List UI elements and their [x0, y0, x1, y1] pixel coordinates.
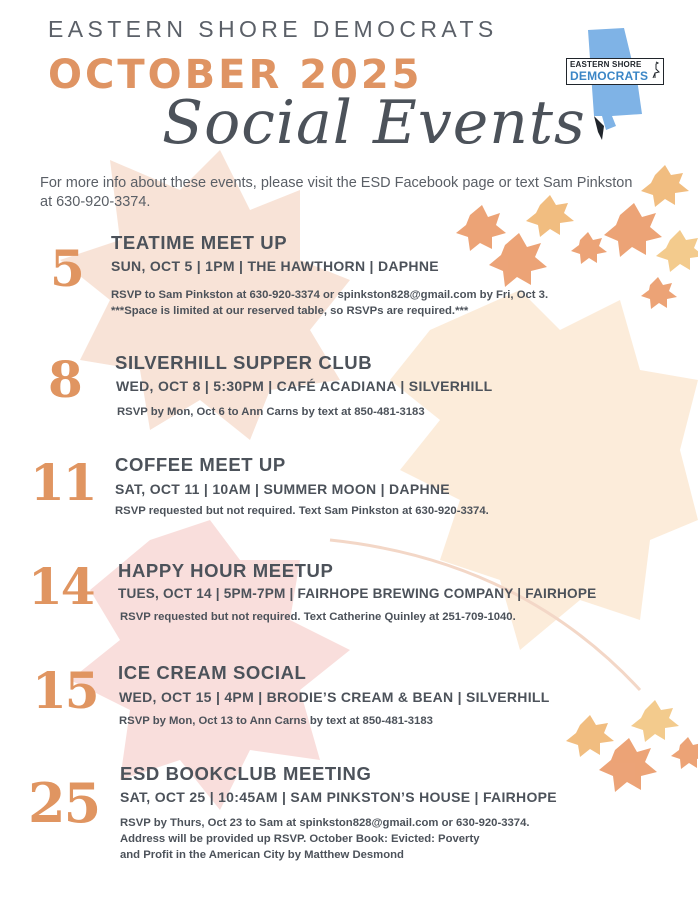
organization-name: EASTERN SHORE DEMOCRATS	[48, 16, 498, 42]
leaf-shape	[599, 738, 657, 792]
event-note-line: and Profit in the American City by Matthew Desmond	[120, 849, 404, 861]
logo-wordmark	[566, 58, 664, 85]
heron-icon	[650, 61, 660, 79]
page-title: Social Events	[162, 88, 586, 158]
month-heading: OCTOBER 2025	[48, 52, 423, 98]
leaf-shape	[641, 165, 689, 207]
leaf-shape	[671, 737, 698, 769]
leaf-shape	[656, 230, 698, 272]
event-day: 14	[28, 557, 94, 616]
event-note-line: RSVP by Mon, Oct 6 to Ann Carns by text at 850-481-3183	[117, 406, 425, 418]
event-title: ESD BOOKCLUB MEETING	[120, 763, 372, 784]
event-note-line: RSVP requested but not required. Text Catherine Quinley at 251-709-1040.	[120, 611, 516, 623]
event-note	[117, 404, 677, 420]
intro-text: For more info about these events, please visit the ESD Facebook page or text Sam Pinkston at 630-920-3374.	[40, 175, 633, 210]
event-day: 11	[30, 453, 96, 512]
event-day: 15	[32, 661, 98, 720]
event-note-line: Address will be provided up RSVP. October Book: Evicted: Poverty	[120, 833, 480, 845]
event-day: 25	[28, 771, 100, 835]
event-note-line: ***Space is limited at our reserved table, so RSVPs are required.***	[111, 305, 469, 317]
event-note	[115, 503, 675, 519]
leaf-shape	[489, 233, 547, 287]
event-note-line: RSVP requested but not required. Text Sam Pinkston at 630-920-3374.	[115, 505, 489, 517]
event-title: ICE CREAM SOCIAL	[118, 662, 307, 683]
event-day: 5	[50, 239, 83, 298]
event-title: HAPPY HOUR MEETUP	[118, 560, 334, 581]
event-details: SAT, OCT 11 | 10AM | SUMMER MOON | DAPHNE	[115, 481, 450, 497]
event-note	[120, 815, 680, 863]
esd-logo	[562, 26, 674, 142]
event-title: COFFEE MEET UP	[115, 454, 286, 475]
event-day: 8	[48, 350, 81, 409]
event-note-line: RSVP to Sam Pinkston at 630-920-3374 or spinkston828@gmail.com by Fri, Oct 3.	[111, 289, 549, 301]
event-details: WED, OCT 8 | 5:30PM | CAFÉ ACADIANA | SILVERHILL	[116, 378, 493, 394]
event-note-line: RSVP by Thurs, Oct 23 to Sam at spinkston828@gmail.com or 630-920-3374.	[120, 817, 530, 829]
logo-line-2: DEMOCRATS	[570, 69, 649, 83]
logo-line-1: EASTERN SHORE	[570, 60, 642, 69]
leaf-shape	[571, 232, 607, 264]
event-details: SAT, OCT 25 | 10:45AM | SAM PINKSTON’S HOUSE | FAIRHOPE	[120, 789, 557, 805]
event-title: TEATIME MEET UP	[111, 232, 288, 253]
event-title: SILVERHILL SUPPER CLUB	[115, 352, 373, 373]
event-note-line: RSVP by Mon, Oct 13 to Ann Carns by text at 850-481-3183	[119, 715, 433, 727]
event-note	[111, 287, 671, 319]
event-note	[120, 609, 680, 625]
event-details: TUES, OCT 14 | 5PM-7PM | FAIRHOPE BREWING COMPANY | FAIRHOPE	[118, 586, 597, 601]
event-details: WED, OCT 15 | 4PM | BRODIE’S CREAM & BEAN | SILVERHILL	[119, 689, 550, 705]
event-note	[119, 713, 679, 729]
event-details: SUN, OCT 5 | 1PM | THE HAWTHORN | DAPHNE	[111, 258, 439, 274]
